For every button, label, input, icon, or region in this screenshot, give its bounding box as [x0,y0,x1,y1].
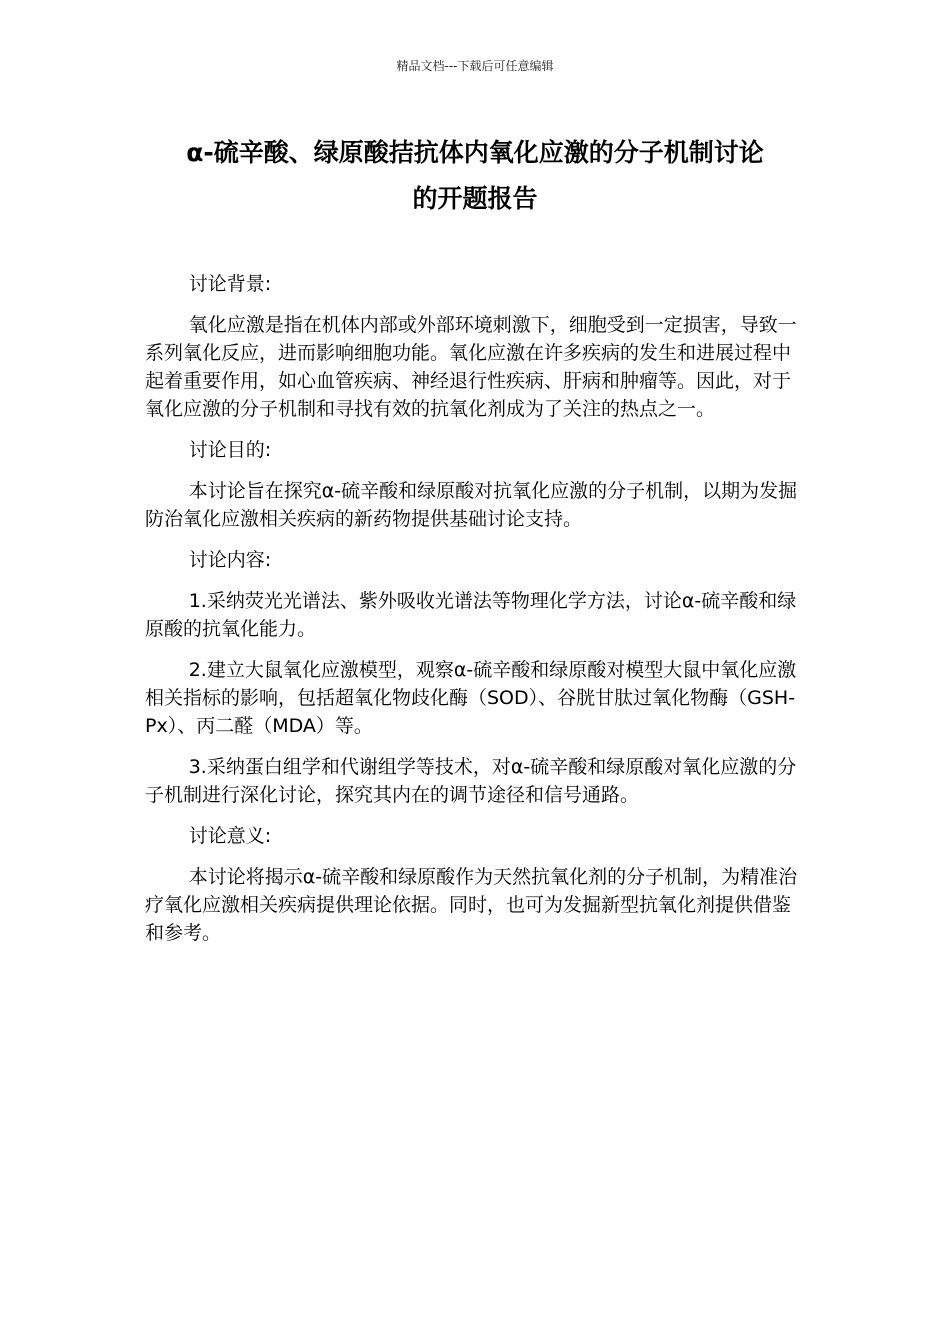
paragraph-content-item-1: 1.采纳荧光光谱法、紫外吸收光谱法等物理化学方法，讨论α-硫辛酸和绿原酸的抗氧化能力。 [145,590,797,640]
paragraph-content-item-2: 2.建立大鼠氧化应激模型，观察α-硫辛酸和绿原酸对模型大鼠中氧化应激相关指标的影响，包括超氧化物歧化酶（SOD）、谷胱甘肽过氧化物酶（GSH-Px）、丙二醛（MDA）等。 [145,659,797,737]
section-heading-content: 讨论内容: [188,549,272,571]
section-heading-significance: 讨论意义: [188,825,272,847]
paragraph-content-item-3: 3.采纳蛋白组学和代谢组学等技术，对α-硫辛酸和绿原酸对氧化应激的分子机制进行深化讨论，探究其内在的调节途径和信号通路。 [145,756,797,806]
paragraph-significance: 本讨论将揭示α-硫辛酸和绿原酸作为天然抗氧化剂的分子机制，为精准治疗氧化应激相关疾病提供理论依据。同时，也可为发掘新型抗氧化剂提供借鉴和参考。 [145,866,798,944]
title-line-1: α-硫辛酸、绿原酸拮抗体内氧化应激的分子机制讨论 [186,138,764,167]
document-body [145,270,800,960]
title-line-2: 的开题报告 [412,184,538,213]
header-note: 精品文档---下载后可任意编辑 [396,59,554,73]
paragraph-background: 氧化应激是指在机体内部或外部环境刺激下，细胞受到一定损害，导致一系列氧化反应，进而影响细胞功能。氧化应激在许多疾病的发生和进展过程中起着重要作用，如心血管疾病、神经退行性疾病、肝病和肿瘤等。因此，对于氧化应激的分子机制和寻找有效的抗氧化剂成为了关注的热点之一。 [145,314,797,420]
document-title [130,130,820,222]
section-heading-background: 讨论背景: [188,273,272,295]
section-heading-purpose: 讨论目的: [188,439,272,461]
paragraph-purpose: 本讨论旨在探究α-硫辛酸和绿原酸对抗氧化应激的分子机制，以期为发掘防治氧化应激相关疾病的新药物提供基础讨论支持。 [145,480,798,530]
